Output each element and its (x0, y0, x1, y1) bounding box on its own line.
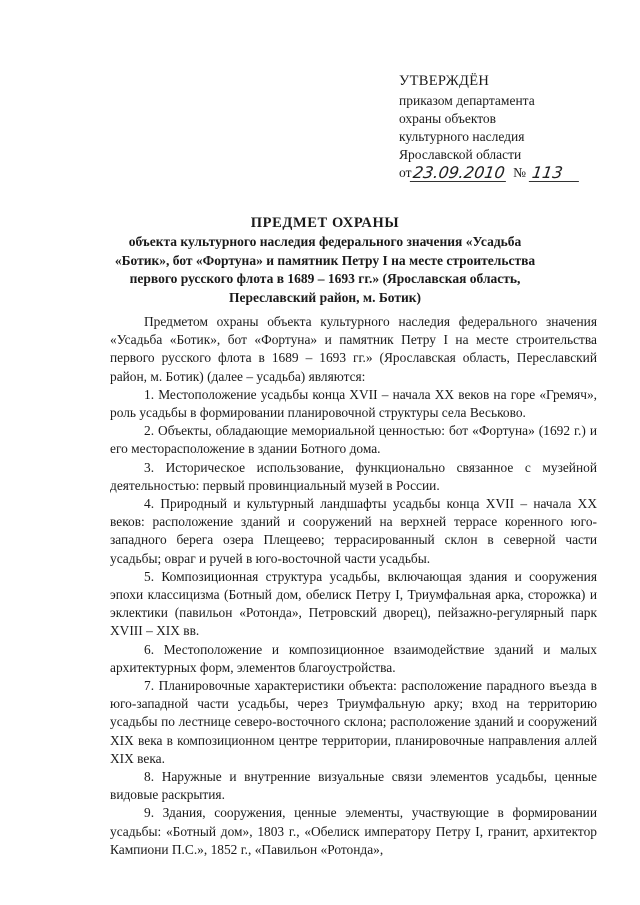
paragraph-item-8: 8. Наружные и внутренние визуальные связи элементов усадьбы, ценные видовые раскрытия. (110, 769, 597, 803)
number-prefix: № (513, 165, 526, 180)
paragraph-item-9: 9. Здания, сооружения, ценные элементы, участвующие в формировании усадьбы: «Ботный дом», 1803 г., «Обелиск императору Петру I, гранит, архитектор Кампиони П.С.», 1852 г., «Павильон «Ротонда», (110, 805, 597, 857)
document-title: ПРЕДМЕТ ОХРАНЫ (250, 215, 400, 231)
paragraph-item-3: 3. Историческое использование, функционально связанное с музейной деятельностью: первый провинциальный музей в России. (110, 459, 597, 493)
handwritten-number: 113 (529, 165, 581, 182)
approval-date-number-line (399, 164, 619, 182)
document-subtitle: объекта культурного наследия федерального значения «Усадьба «Ботик», бот «Фортуна» и памятник Петру I на месте строительства первого русского флота в 1689 – 1693 гг.» (Ярославская область, Переславский район, м. Ботик) (114, 234, 536, 305)
paragraph-item-4: 4. Природный и культурный ландшафты усадьбы конца XVII – начала XX веков: расположение зданий и сооружений на верхней террасе коренного юго-западного берега озера Плещеево; террасированный склон в северной части усадьбы; овраг и ручей в юго-восточной части усадьбы. (110, 496, 597, 566)
paragraph-item-5: 5. Композиционная структура усадьбы, включающая здания и сооружения эпохи классицизма (Ботный дом, обелиск Петру I, Триумфальная арка, сторожка) и эклектики (павильон «Ротонда», Петровский дворец), пейзажно-регулярный парк XVIII – XIX вв. (110, 568, 597, 639)
approval-line-2: охраны объектов (399, 111, 497, 126)
approval-heading: УТВЕРЖДЁН (399, 73, 490, 89)
handwritten-date: 23.09.2010 (412, 163, 507, 182)
approval-line-3: культурного наследия (399, 129, 525, 144)
paragraph-item-7: 7. Планировочные характеристики объекта: расположение парадного въезда в юго-западной части усадьбы, через Триумфальную арку; вход на территорию усадьбы по лестнице северо-восточного склона; расположение зданий и сооружений XIX века в композиционном центре территории, планировочные направления аллей XIX века. (110, 678, 597, 766)
paragraph-item-1: 1. Местоположение усадьбы конца XVII – начала XX веков на горе «Гремяч», роль усадьбы в формировании планировочной структуры села Веськово. (110, 386, 597, 421)
paragraph-intro: Предметом охраны объекта культурного наследия федерального значения «Усадьба «Ботик», бот «Фортуна» и памятник Петру I на месте строительства первого русского флота в 1689 – 1693 гг.» (Ярославская область, Переславский район, м. Ботик) (далее – усадьба) являются: (110, 314, 597, 384)
document-title-block (100, 213, 550, 307)
paragraph-item-6: 6. Местоположение и композиционное взаимодействие зданий и малых архитектурных форм, элементов благоустройства. (110, 641, 597, 675)
document-body (110, 313, 597, 859)
paragraph-item-2: 2. Объекты, обладающие мемориальной ценностью: бот «Фортуна» (1692 г.) и его месторасположение в здании Ботного дома. (110, 423, 597, 457)
approval-stamp-block (399, 72, 619, 182)
date-prefix: от (399, 165, 412, 180)
approval-line-4: Ярославской области (399, 147, 522, 162)
approval-line-1: приказом департамента (399, 93, 535, 108)
